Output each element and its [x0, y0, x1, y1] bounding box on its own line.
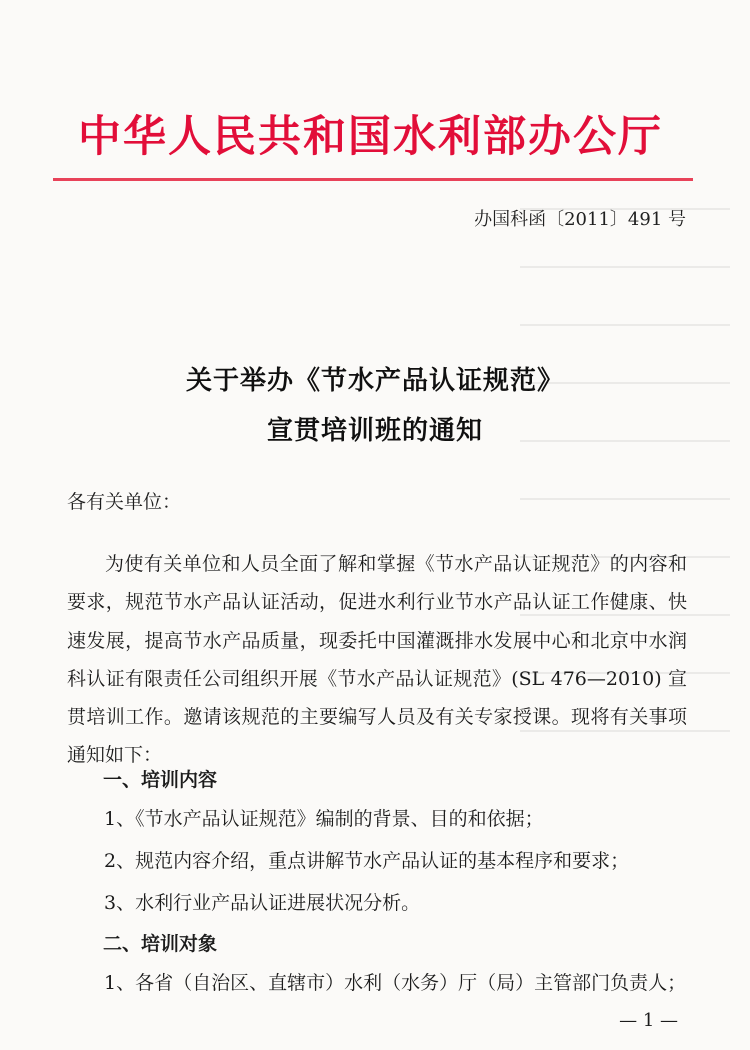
training-content-item: 3、水利行业产品认证进展状况分析。: [104, 892, 421, 914]
training-content-item: 1、《节水产品认证规范》编制的背景、目的和依据；: [104, 808, 544, 830]
section-heading-training-content: 一、培训内容: [103, 769, 218, 791]
section-heading-training-audience: 二、培训对象: [103, 933, 218, 955]
letterhead-title: 中华人民共和国水利部办公厅: [78, 111, 663, 162]
training-content-item: 2、规范内容介绍，重点讲解节水产品认证的基本程序和要求；: [104, 850, 630, 872]
salutation: 各有关单位：: [67, 491, 182, 513]
document-number: 办国科函〔2011〕491 号: [474, 209, 686, 230]
notice-title-line-1: 关于举办《节水产品认证规范》: [185, 365, 564, 396]
introduction-paragraph: 为使有关单位和人员全面了解和掌握《节水产品认证规范》的内容和要求，规范节水产品认证活动，促进水利行业节水产品认证工作健康、快速发展，提高节水产品质量，现委托中国灌溉排水发展中心和北京中水润科认证有限责任公司组织开展《节水产品认证规范》(SL 476—2010) 宣贯培训工作。邀请该规范的主要编写人员及有关专家授课。现将有关事项通知如下：: [67, 553, 687, 767]
page-number: — 1 —: [619, 1010, 678, 1031]
training-audience-item: 1、各省（自治区、直辖市）水利（水务）厅（局）主管部门负责人；: [104, 972, 687, 994]
notice-title-line-2: 宣贯培训班的通知: [266, 415, 483, 446]
letterhead-red-rule: [53, 178, 693, 181]
